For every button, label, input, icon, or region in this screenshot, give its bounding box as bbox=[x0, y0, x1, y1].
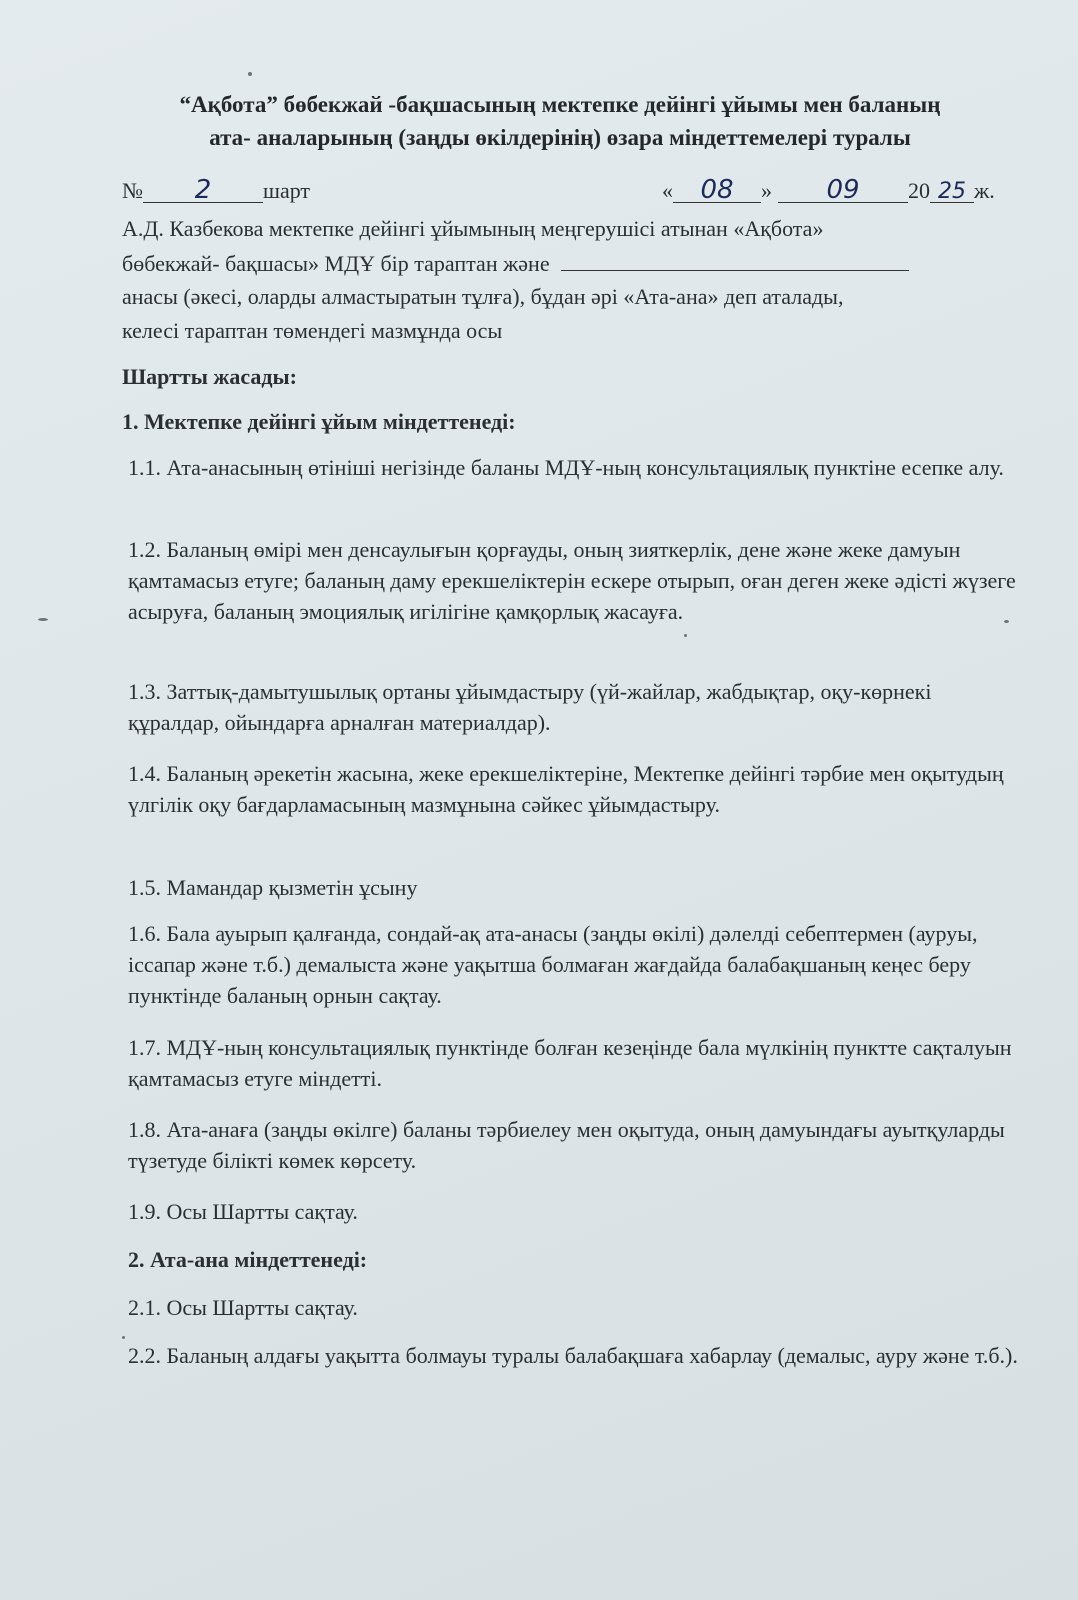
scan-speck bbox=[684, 634, 687, 637]
number-suffix: шарт bbox=[263, 178, 311, 203]
date-month-field bbox=[778, 176, 908, 203]
number-prefix: № bbox=[122, 178, 143, 203]
scan-speck bbox=[38, 618, 48, 621]
item-1-8: 1.8. Ата-анаға (заңды өкілге) баланы тәрбиелеу мен оқытуда, оның дамуындағы ауытқуларды түзетуде білікті көмек көрсету. bbox=[128, 1117, 1005, 1173]
scan-speck bbox=[122, 1336, 125, 1339]
date-year-handwritten: 25 bbox=[938, 179, 966, 204]
item-1-4: 1.4. Баланың әрекетін жасына, жеке ерекшеліктеріне, Мектепке дейінгі тәрбие мен оқытудың үлгілік оқу бағдарламасының мазмұнына сәйкес ұйымдастыру. bbox=[128, 761, 1004, 817]
contract-made-heading: Шартты жасады: bbox=[122, 364, 298, 389]
contract-number-field bbox=[143, 176, 263, 203]
date-year-prefix: 20 bbox=[908, 178, 930, 203]
intro-line-3: анасы (әкесі, оларды алмастыратын тұлға), бұдан әрі «Ата-ана» деп аталады, bbox=[122, 284, 844, 309]
number-date-line bbox=[122, 176, 1027, 206]
title-line-1: “Ақбота” бөбекжай -бақшасының мектепке дейінгі ұйымы мен баланың bbox=[179, 92, 941, 117]
intro-line-2 bbox=[122, 248, 1027, 279]
intro-line-2-text: бөбекжай- бақшасы» МДҰ бір тараптан және bbox=[122, 251, 550, 276]
date-day-field bbox=[673, 176, 761, 203]
parent-name-blank bbox=[561, 248, 909, 271]
intro-line-1: А.Д. Казбекова мектепке дейінгі ұйымының меңгерушісі атынан «Ақбота» bbox=[122, 216, 824, 241]
item-1-3: 1.3. Заттық-дамытушылық ортаны ұйымдастыру (үй-жайлар, жабдықтар, оқу-көрнекі құралдар, ойындарға арналған материалдар). bbox=[128, 679, 932, 735]
date-block bbox=[662, 176, 995, 206]
document-title bbox=[90, 88, 1030, 154]
item-1-1: 1.1. Ата-анасының өтініші негізінде баланы МДҰ-ның консультациялық пунктіне есепке алу. bbox=[128, 455, 1004, 480]
item-2-1: 2.1. Осы Шартты сақтау. bbox=[128, 1295, 358, 1320]
date-close-quote: » bbox=[761, 178, 772, 203]
date-day-handwritten: 08 bbox=[700, 175, 734, 205]
scan-speck bbox=[1004, 620, 1009, 623]
date-year-end: ж. bbox=[974, 178, 995, 203]
item-1-6: 1.6. Бала ауырып қалғанда, сондай-ақ ата-анасы (заңды өкілі) дәлелді себептермен (ауруы, іссапар және т.б.) демалыста және уақытша болмаған жағдайда балабақшаның кеңес беру пунктінде баланың орнын сақтау. bbox=[128, 921, 978, 1008]
section-1-title: 1. Мектепке дейінгі ұйым міндеттенеді: bbox=[122, 409, 516, 434]
item-1-9: 1.9. Осы Шартты сақтау. bbox=[128, 1199, 358, 1224]
item-1-2: 1.2. Баланың өмірі мен денсаулығын қорғауды, оның зияткерлік, дене және жеке дамуын қамтамасыз етуге; баланың даму ерекшеліктерін ескере отырып, оған деген жеке әдісті жүзеге асыруға, баланың эмоциялық игілігіне қамқорлық жасауға. bbox=[128, 537, 1016, 624]
date-open-quote: « bbox=[662, 178, 673, 203]
item-1-7: 1.7. МДҰ-ның консультациялық пунктінде болған кезеңінде бала мүлкінің пунктте сақталуын қамтамасыз етуге міндетті. bbox=[128, 1035, 1012, 1091]
intro-line-4: келесі тараптан төмендегі мазмұнда осы bbox=[122, 318, 503, 343]
section-2-title: 2. Ата-ана міндеттенеді: bbox=[128, 1247, 368, 1272]
date-month-handwritten: 09 bbox=[826, 175, 860, 205]
title-line-2: ата- аналарының (заңды өкілдерінің) өзара міндеттемелері туралы bbox=[209, 125, 911, 150]
item-2-2: 2.2. Баланың алдағы уақытта болмауы туралы балабақшаға хабарлау (демалыс, ауру және т.б.). bbox=[128, 1343, 1018, 1368]
scan-speck bbox=[248, 72, 252, 76]
contract-number-handwritten: 2 bbox=[194, 175, 212, 205]
date-year-field bbox=[930, 176, 974, 203]
item-1-5: 1.5. Мамандар қызметін ұсыну bbox=[128, 875, 418, 900]
